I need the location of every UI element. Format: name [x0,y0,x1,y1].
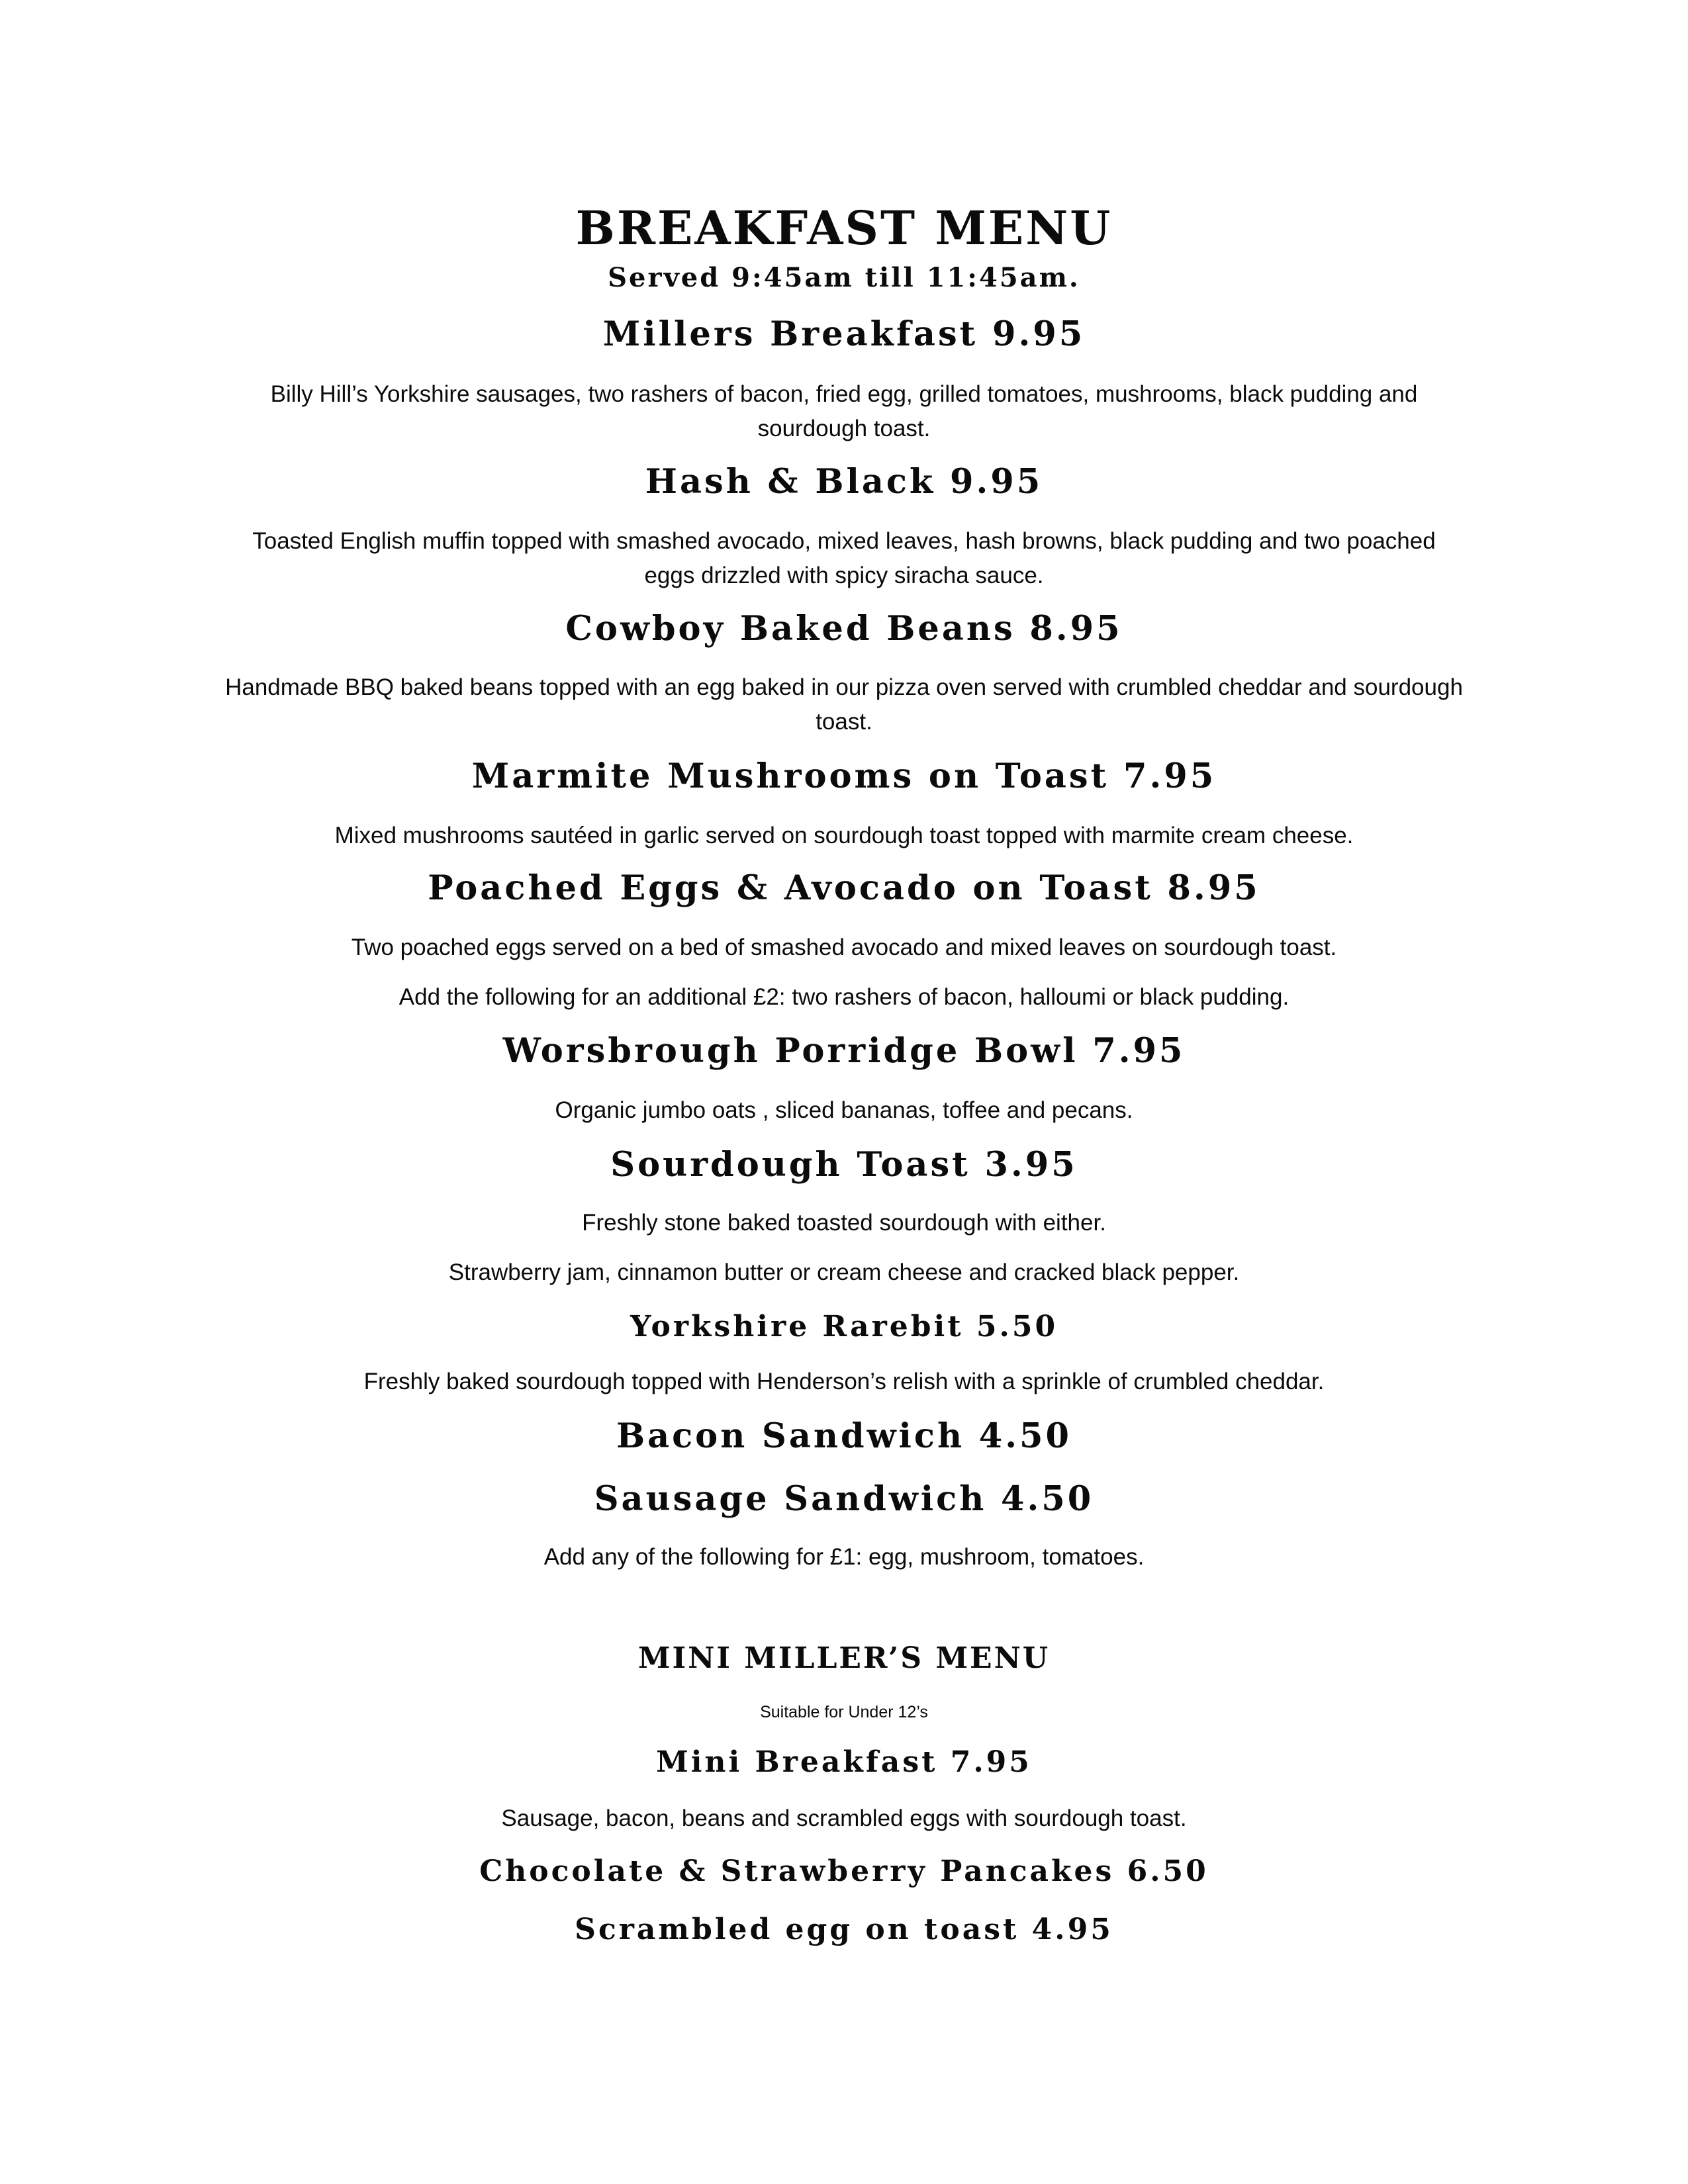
item-heading-hash-and-black: Hash & Black 9.95 [645,462,1043,502]
item-desc-cowboy-baked-beans: Handmade BBQ baked beans topped with an egg baked in our pizza oven served with crumbled cheddar and sourdough toast. [225,674,1463,735]
item-heading-yorkshire-rarebit: Yorkshire Rarebit 5.50 [630,1310,1058,1343]
item-heading-poached-eggs-avocado: Poached Eggs & Avocado on Toast 8.95 [428,868,1260,908]
item-heading-scrambled-egg: Scrambled egg on toast 4.95 [575,1913,1113,1946]
mini-menu-title: MINI MILLER’S MENU [637,1641,1051,1675]
item-heading-millers-breakfast: Millers Breakfast 9.95 [602,314,1086,354]
item-note-poached-eggs-avocado: Add the following for an additional £2: two rashers of bacon, halloumi or black pudding. [399,984,1289,1010]
item-desc-sourdough-toast: Freshly stone baked toasted sourdough with either. [582,1210,1106,1236]
menu-title: BREAKFAST MENU [575,201,1113,255]
item-heading-cowboy-baked-beans: Cowboy Baked Beans 8.95 [565,609,1123,649]
item-note-sourdough-toast: Strawberry jam, cinnamon butter or cream cheese and cracked black pepper. [448,1259,1240,1285]
item-desc-millers-breakfast: Billy Hill’s Yorkshire sausages, two rashers of bacon, fried egg, grilled tomatoes, mushrooms, black pudding and sourdough toast. [270,381,1418,441]
menu-serving-times: Served 9:45am till 11:45am. [608,262,1080,293]
item-heading-bacon-sandwich: Bacon Sandwich 4.50 [616,1416,1072,1456]
item-heading-sourdough-toast: Sourdough Toast 3.95 [610,1145,1078,1185]
item-desc-porridge-bowl: Organic jumbo oats , sliced bananas, toffee and pecans. [555,1097,1133,1123]
item-desc-yorkshire-rarebit: Freshly baked sourdough topped with Henderson’s relish with a sprinkle of crumbled cheddar. [363,1369,1325,1394]
item-desc-marmite-mushrooms: Mixed mushrooms sautéed in garlic served on sourdough toast topped with marmite cream cheese. [334,823,1354,848]
item-desc-mini-breakfast: Sausage, bacon, beans and scrambled eggs with sourdough toast. [501,1805,1187,1831]
item-desc-poached-eggs-avocado: Two poached eggs served on a bed of smashed avocado and mixed leaves on sourdough toast. [351,934,1337,960]
item-desc-hash-and-black: Toasted English muffin topped with smashed avocado, mixed leaves, hash browns, black pudding and two poached eggs drizzled with spicy siracha sauce. [252,528,1436,588]
mini-menu-subtitle: Suitable for Under 12’s [760,1703,928,1721]
item-desc-sausage-sandwich: Add any of the following for £1: egg, mushroom, tomatoes. [543,1544,1145,1570]
item-heading-marmite-mushrooms: Marmite Mushrooms on Toast 7.95 [471,756,1217,796]
item-heading-pancakes: Chocolate & Strawberry Pancakes 6.50 [479,1854,1209,1888]
item-heading-porridge-bowl: Worsbrough Porridge Bowl 7.95 [502,1031,1186,1071]
item-heading-mini-breakfast: Mini Breakfast 7.95 [656,1745,1032,1779]
item-heading-sausage-sandwich: Sausage Sandwich 4.50 [594,1479,1094,1519]
